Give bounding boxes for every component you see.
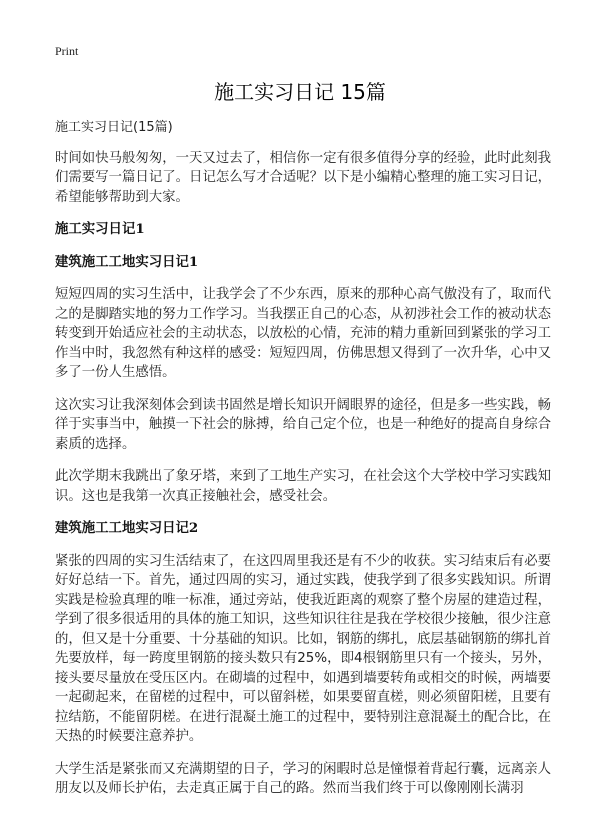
print-link[interactable]: Print — [55, 44, 79, 58]
document-subtitle: 施工实习日记(15篇) — [55, 120, 173, 135]
body-paragraph: 紧张的四周的实习生活结束了，在这四周里我还是有不少的收获。实习结束后有必要好好总结一下。首先，通过四周的实习，通过实践，使我学到了很多实践知识。所谓实践是检验真理的唯一标准，通过旁站，使我近距离的观察了整个房屋的建造过程，学到了很多很适用的具体的施工知识，这些知识往往是我在学校很少接触，很少注意的，但又是十分重要、十分基础的知识。比如，钢筋的绑扎，底层基础钢筋的绑扎首先要放样，每一跨度里钢筋的接头数只有25%，即4根钢筋里只有一个接头，另外，接头要尽量放在受压区内。在砌墙的过程中，如遇到墙要转角或相交的时候，两墙要一起砌起来，在留槎的过程中，可以留斜槎，如果要留直槎，则必须留阳槎，且要有拉结筋，不能留阴槎。在进行混凝土施工的过程中，要特别注意混凝土的配合比，在天热的时候要注意养护。 — [55, 553, 551, 744]
body-paragraph: 短短四周的实习生活中，让我学会了不少东西，原来的那种心高气傲没有了，取而代之的是脚踏实地的努力工作学习。当我摆正自己的心态，从初涉社会工作的被动状态转变到开始适应社会的主动状态，以放松的心情，充沛的精力重新回到紧张的学习工作当中时，我忽然有种这样的感受：短短四周，仿佛思想又得到了一次升华，心中又多了一份人生感悟。 — [55, 287, 551, 380]
body-paragraph: 此次学期末我跳出了象牙塔，来到了工地生产实习，在社会这个大学校中学习实践知识。这也是我第一次真正接触社会，感受社会。 — [55, 469, 551, 504]
body-paragraph: 这次实习让我深刻体会到读书固然是增长知识开阔眼界的途径，但是多一些实践，畅徉于实事当中，触摸一下社会的脉搏，给自己定个位，也是一种绝好的提高自身综合素质的选择。 — [55, 397, 551, 452]
body-paragraph: 大学生活是紧张而又充满期望的日子，学习的闲暇时总是憧憬着背起行囊，远离亲人朋友以及师长护佑，去走真正属于自己的路。然而当我们终于可以像刚刚长满羽 — [55, 761, 551, 796]
document-body — [55, 118, 551, 812]
section-sub-heading: 建筑施工工地实习日记1 — [55, 253, 199, 270]
section-heading: 施工实习日记1 — [55, 221, 145, 237]
intro-paragraph: 时间如快马般匆匆，一天又过去了，相信你一定有很多值得分享的经验，此时此刻我们需要写一篇日记了。日记怎么写才合适呢？以下是小编精心整理的施工实习日记，希望能够帮助到大家。 — [55, 150, 551, 205]
section-heading: 建筑施工工地实习日记2 — [55, 520, 199, 536]
document-title: 施工实习日记 15篇 — [214, 80, 386, 104]
